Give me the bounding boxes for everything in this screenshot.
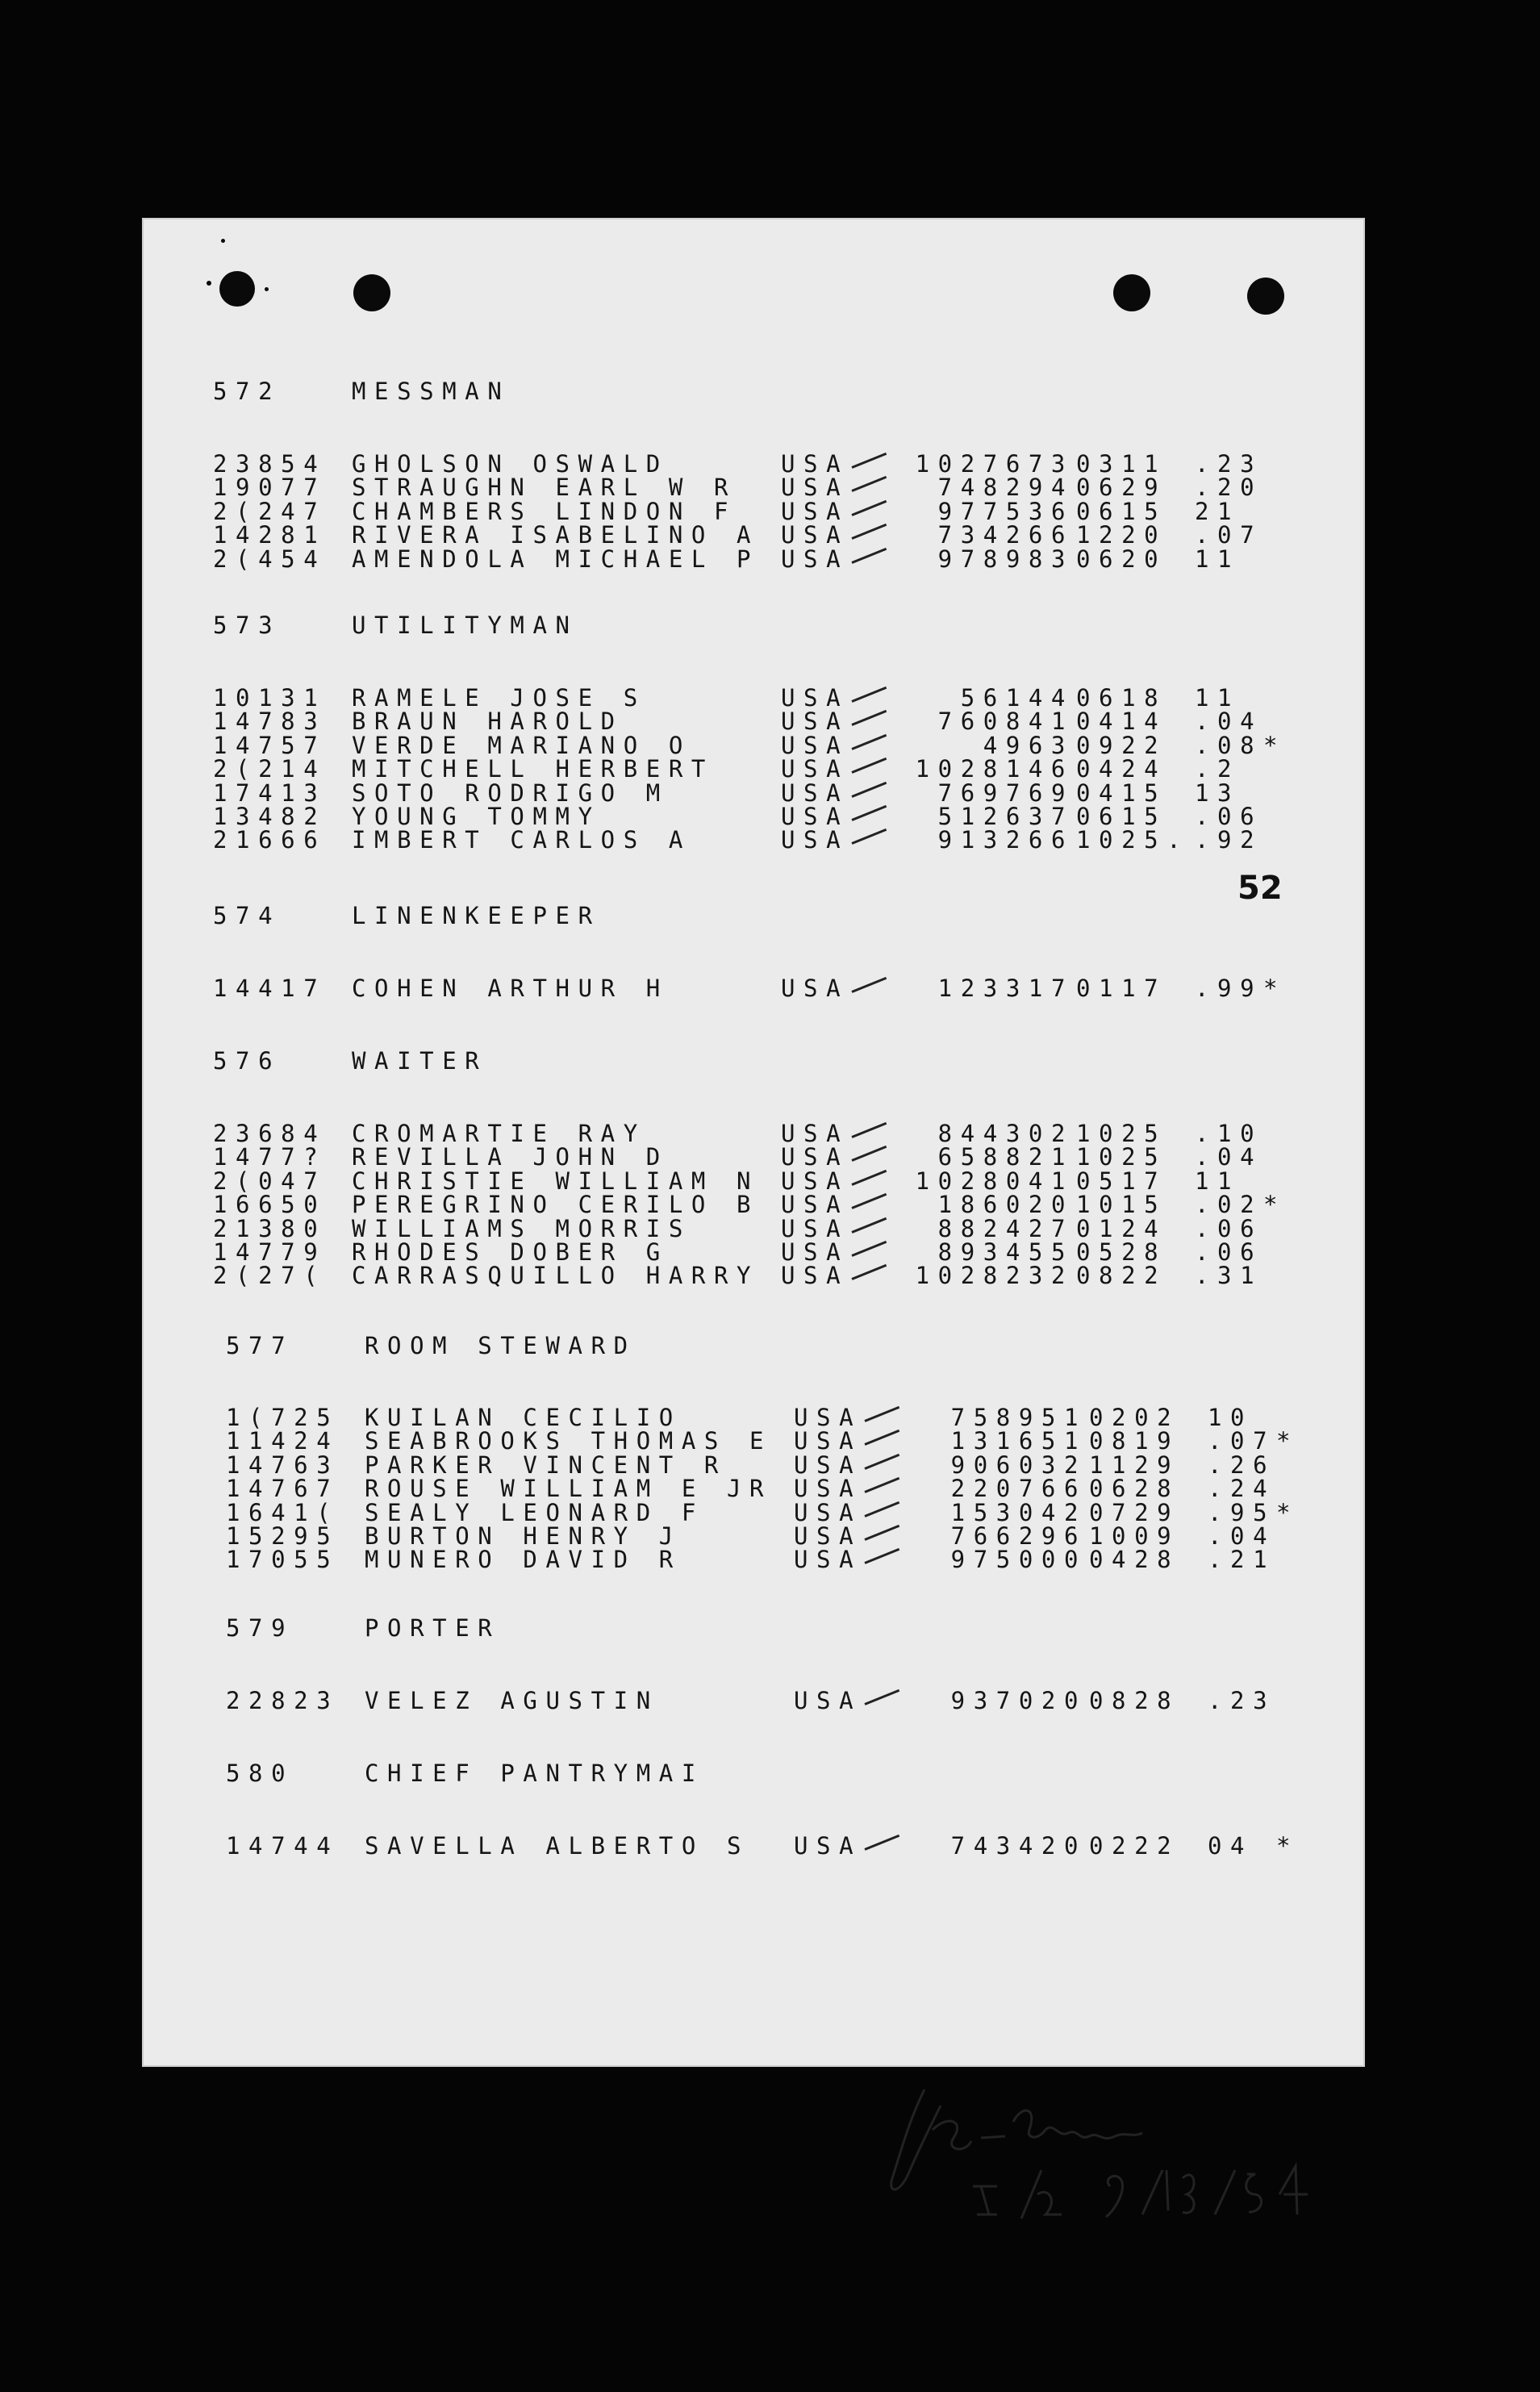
row-fraction: .04 <box>1195 708 1263 736</box>
row-nationality: USA <box>794 1427 862 1455</box>
section-code: 577 <box>226 1332 294 1359</box>
pen-check-mark <box>851 500 887 516</box>
row-number: 1027673 <box>915 450 1074 478</box>
row-number: 220766 <box>950 1475 1087 1503</box>
pen-check-mark <box>851 977 887 993</box>
row-name: GHOLSON OSWALD <box>352 450 669 478</box>
row-number: 913266 <box>937 826 1074 854</box>
row-number: 734266 <box>937 521 1074 549</box>
row-nationality: USA <box>794 1832 862 1860</box>
row-number: 893455 <box>937 1238 1074 1266</box>
row-id: 17413 <box>213 779 327 807</box>
row-nationality: USA <box>781 708 849 736</box>
row-id: 17055 <box>226 1546 340 1574</box>
row-number: 131651 <box>950 1427 1087 1455</box>
row-nationality: USA <box>781 1120 849 1147</box>
row-name: SEABROOKS THOMAS E <box>365 1427 773 1455</box>
row-fraction: .26 <box>1208 1451 1276 1479</box>
row-nationality: USA <box>781 474 849 502</box>
row-nationality: USA <box>781 545 849 573</box>
row-nationality: USA <box>794 1451 862 1479</box>
row-id: 19077 <box>213 474 327 502</box>
row-nationality: USA <box>781 1143 849 1171</box>
pen-check-mark <box>851 1170 887 1186</box>
row-name: BRAUN HAROLD <box>352 708 624 736</box>
row-name: SOTO RODRIGO M <box>352 779 669 807</box>
row-id: 16650 <box>213 1191 327 1219</box>
row-fraction: 11 <box>1195 545 1241 573</box>
row-id: 14783 <box>213 708 327 736</box>
row-fraction: .2 <box>1195 755 1241 783</box>
ink-speck <box>221 239 225 243</box>
row-name: BURTON HENRY J <box>365 1522 682 1550</box>
handwritten-signature <box>876 2073 1360 2227</box>
pen-check-mark <box>864 1406 899 1422</box>
row-number: 769769 <box>937 779 1074 807</box>
row-id: 14744 <box>226 1832 340 1860</box>
row-nationality: USA <box>781 1238 849 1266</box>
row-date: 0628 <box>1089 1475 1180 1503</box>
row-fraction: .20 <box>1195 474 1263 502</box>
section-code: 573 <box>213 612 282 639</box>
row-id: 14281 <box>213 521 327 549</box>
pen-check-mark <box>851 1241 887 1257</box>
row-fraction: .02 <box>1195 1191 1263 1219</box>
pen-check-mark <box>851 805 887 821</box>
pen-check-mark <box>864 1477 899 1493</box>
pen-check-mark <box>864 1689 899 1705</box>
row-number: 1028041 <box>915 1167 1074 1195</box>
row-id: 2(27( <box>213 1262 327 1290</box>
pen-check-mark <box>864 1454 899 1470</box>
row-nationality: USA <box>781 450 849 478</box>
row-asterisk: * <box>1276 1427 1291 1455</box>
pen-check-mark <box>864 1548 899 1564</box>
row-name: PEREGRINO CERILO B <box>352 1191 760 1219</box>
row-number: 760841 <box>937 708 1074 736</box>
row-fraction: 11 <box>1195 684 1241 712</box>
pen-check-mark <box>851 1122 887 1138</box>
section-title: ROOM STEWARD <box>365 1332 636 1359</box>
punch-hole <box>1113 274 1150 311</box>
pen-check-mark <box>851 734 887 750</box>
row-asterisk: * <box>1276 1498 1291 1526</box>
row-date: 0528 <box>1076 1238 1167 1266</box>
row-nationality: USA <box>781 975 849 1002</box>
row-date: 1025. <box>1076 826 1190 854</box>
row-fraction: .06 <box>1195 1214 1263 1242</box>
row-id: 14417 <box>213 975 327 1002</box>
row-fraction: .24 <box>1208 1475 1276 1503</box>
row-date: 0311 <box>1076 450 1167 478</box>
pen-check-mark <box>851 687 887 703</box>
row-name: CHRISTIE WILLIAM N <box>352 1167 760 1195</box>
page-number: 52 <box>1237 870 1283 907</box>
row-asterisk: * <box>1276 1832 1291 1860</box>
row-id: 1641( <box>226 1498 340 1526</box>
row-number: 1028232 <box>915 1262 1074 1290</box>
section-title: MESSMAN <box>352 378 511 405</box>
row-nationality: USA <box>781 1214 849 1242</box>
pen-check-mark <box>864 1835 899 1851</box>
row-date: 1015 <box>1076 1191 1167 1219</box>
row-date: 0629 <box>1076 474 1167 502</box>
row-nationality: USA <box>794 1475 862 1503</box>
row-date: 0428 <box>1089 1546 1180 1574</box>
pen-check-mark <box>864 1525 899 1541</box>
row-number: 56144 <box>960 684 1074 712</box>
row-fraction: .95 <box>1208 1498 1276 1526</box>
row-fraction: .08 <box>1195 731 1263 759</box>
row-fraction: .04 <box>1208 1522 1276 1550</box>
row-fraction: 13 <box>1195 779 1241 807</box>
row-fraction: .06 <box>1195 1238 1263 1266</box>
row-number: 975000 <box>950 1546 1087 1574</box>
row-date: 0202 <box>1089 1404 1180 1431</box>
pen-check-mark <box>851 758 887 774</box>
row-id: 23684 <box>213 1120 327 1147</box>
row-id: 13482 <box>213 803 327 830</box>
pen-check-mark <box>851 476 887 492</box>
row-id: 10131 <box>213 684 327 712</box>
row-name: STRAUGHN EARL W R <box>352 474 737 502</box>
row-fraction: 04 <box>1208 1832 1254 1860</box>
pen-check-mark <box>864 1501 899 1517</box>
row-fraction: .23 <box>1195 450 1263 478</box>
row-id: 14757 <box>213 731 327 759</box>
row-name: CHAMBERS LINDON F <box>352 497 737 525</box>
row-date: 0828 <box>1089 1687 1180 1714</box>
row-nationality: USA <box>781 1191 849 1219</box>
section-code: 574 <box>213 902 282 929</box>
row-date: 0222 <box>1089 1832 1180 1860</box>
row-name: KUILAN CECILIO <box>365 1404 682 1431</box>
section-title: LINENKEEPER <box>352 902 601 929</box>
pen-check-mark <box>851 1264 887 1280</box>
row-name: RAMELE JOSE S <box>352 684 646 712</box>
row-id: 21666 <box>213 826 327 854</box>
row-id: 2(247 <box>213 497 327 525</box>
pen-check-mark <box>851 710 887 726</box>
row-name: RIVERA ISABELINO A <box>352 521 760 549</box>
row-date: 1220 <box>1076 521 1167 549</box>
row-nationality: USA <box>781 755 849 783</box>
row-number: 748294 <box>937 474 1074 502</box>
row-id: 2(214 <box>213 755 327 783</box>
row-number: 4963 <box>983 731 1074 759</box>
section-code: 579 <box>226 1614 294 1642</box>
pen-check-mark <box>864 1430 899 1446</box>
row-number: 153042 <box>950 1498 1087 1526</box>
pen-check-mark <box>851 547 887 563</box>
row-fraction: .10 <box>1195 1120 1263 1147</box>
row-number: 978983 <box>937 545 1074 573</box>
row-number: 937020 <box>950 1687 1087 1714</box>
row-date: 0615 <box>1076 803 1167 830</box>
row-id: 2(454 <box>213 545 327 573</box>
section-title: UTILITYMAN <box>352 612 578 639</box>
row-number: 758951 <box>950 1404 1087 1431</box>
row-date: 0424 <box>1076 755 1167 783</box>
row-nationality: USA <box>781 1262 849 1290</box>
row-name: COHEN ARTHUR H <box>352 975 669 1002</box>
row-fraction: 11 <box>1195 1167 1241 1195</box>
row-asterisk: * <box>1263 731 1278 759</box>
row-date: 0729 <box>1089 1498 1180 1526</box>
section-title: PORTER <box>365 1614 501 1642</box>
pen-check-mark <box>851 781 887 797</box>
row-id: 22823 <box>226 1687 340 1714</box>
row-number: 743420 <box>950 1832 1087 1860</box>
row-date: 0620 <box>1076 545 1167 573</box>
section-code: 572 <box>213 378 282 405</box>
pen-check-mark <box>851 524 887 540</box>
row-name: WILLIAMS MORRIS <box>352 1214 691 1242</box>
row-date: 0618 <box>1076 684 1167 712</box>
row-nationality: USA <box>794 1546 862 1574</box>
row-nationality: USA <box>781 684 849 712</box>
row-id: 11424 <box>226 1427 340 1455</box>
row-name: ROUSE WILLIAM E JR <box>365 1475 773 1503</box>
row-date: 0517 <box>1076 1167 1167 1195</box>
pen-check-mark <box>851 453 887 469</box>
row-number: 844302 <box>937 1120 1074 1147</box>
row-asterisk: * <box>1263 975 1278 1002</box>
row-name: SAVELLA ALBERTO S <box>365 1832 750 1860</box>
row-date: 1129 <box>1089 1451 1180 1479</box>
row-date: 0414 <box>1076 708 1167 736</box>
row-date: 0822 <box>1076 1262 1167 1290</box>
pen-check-mark <box>851 1217 887 1233</box>
section-title: CHIEF PANTRYMAI <box>365 1760 704 1787</box>
row-fraction: 21 <box>1195 497 1241 525</box>
row-nationality: USA <box>794 1498 862 1526</box>
row-name: CROMARTIE RAY <box>352 1120 646 1147</box>
row-fraction: .21 <box>1208 1546 1276 1574</box>
row-id: 15295 <box>226 1522 340 1550</box>
row-id: 23854 <box>213 450 327 478</box>
row-id: 21380 <box>213 1214 327 1242</box>
row-number: 766296 <box>950 1522 1087 1550</box>
row-fraction: .07 <box>1208 1427 1276 1455</box>
row-fraction: .04 <box>1195 1143 1263 1171</box>
row-fraction: .07 <box>1195 521 1263 549</box>
row-number: 906032 <box>950 1451 1087 1479</box>
row-date: 0615 <box>1076 497 1167 525</box>
row-date: 0819 <box>1089 1427 1180 1455</box>
row-nationality: USA <box>781 521 849 549</box>
row-date: 0124 <box>1076 1214 1167 1242</box>
row-number: 512637 <box>937 803 1074 830</box>
row-id: 1(725 <box>226 1404 340 1431</box>
row-name: MITCHELL HERBERT <box>352 755 714 783</box>
row-number: 186020 <box>937 1191 1074 1219</box>
pen-check-mark <box>851 829 887 845</box>
row-number: 1028146 <box>915 755 1074 783</box>
row-nationality: USA <box>781 497 849 525</box>
row-date: 0415 <box>1076 779 1167 807</box>
row-id: 1477? <box>213 1143 327 1171</box>
pen-check-mark <box>851 1193 887 1209</box>
row-name: IMBERT CARLOS A <box>352 826 691 854</box>
row-number: 123317 <box>937 975 1074 1002</box>
row-id: 14779 <box>213 1238 327 1266</box>
row-number: 658821 <box>937 1143 1074 1171</box>
row-asterisk: * <box>1263 1191 1278 1219</box>
row-fraction: .23 <box>1208 1687 1276 1714</box>
section-code: 580 <box>226 1760 294 1787</box>
row-name: RHODES DOBER G <box>352 1238 669 1266</box>
row-name: CARRASQUILLO HARRY <box>352 1262 760 1290</box>
section-code: 576 <box>213 1047 282 1075</box>
row-fraction: .99 <box>1195 975 1263 1002</box>
row-date: 0922 <box>1076 731 1167 759</box>
row-name: PARKER VINCENT R <box>365 1451 727 1479</box>
ink-speck <box>265 287 269 291</box>
row-nationality: USA <box>794 1522 862 1550</box>
row-date: 1025 <box>1076 1120 1167 1147</box>
row-nationality: USA <box>794 1687 862 1714</box>
ink-speck <box>207 281 211 286</box>
row-date: 1025 <box>1076 1143 1167 1171</box>
row-nationality: USA <box>781 1167 849 1195</box>
row-id: 14767 <box>226 1475 340 1503</box>
row-nationality: USA <box>794 1404 862 1431</box>
row-name: REVILLA JOHN D <box>352 1143 669 1171</box>
row-name: MUNERO DAVID R <box>365 1546 682 1574</box>
row-name: SEALY LEONARD F <box>365 1498 704 1526</box>
row-id: 14763 <box>226 1451 340 1479</box>
row-nationality: USA <box>781 779 849 807</box>
row-fraction: 10 <box>1208 1404 1254 1431</box>
row-number: 977536 <box>937 497 1074 525</box>
document-page <box>142 218 1365 2067</box>
row-name: VERDE MARIANO O <box>352 731 691 759</box>
row-number: 882427 <box>937 1214 1074 1242</box>
row-fraction: .92 <box>1195 826 1263 854</box>
row-id: 2(047 <box>213 1167 327 1195</box>
row-nationality: USA <box>781 803 849 830</box>
row-date: 1009 <box>1089 1522 1180 1550</box>
row-name: VELEZ AGUSTIN <box>365 1687 659 1714</box>
punch-hole <box>353 274 390 311</box>
row-fraction: .06 <box>1195 803 1263 830</box>
ink-blot <box>219 271 255 307</box>
pen-check-mark <box>851 1146 887 1162</box>
row-date: 0117 <box>1076 975 1167 1002</box>
row-nationality: USA <box>781 826 849 854</box>
row-fraction: .31 <box>1195 1262 1263 1290</box>
row-name: YOUNG TOMMY <box>352 803 601 830</box>
row-nationality: USA <box>781 731 849 759</box>
section-title: WAITER <box>352 1047 488 1075</box>
row-name: AMENDOLA MICHAEL P <box>352 545 760 573</box>
punch-hole <box>1247 278 1284 315</box>
